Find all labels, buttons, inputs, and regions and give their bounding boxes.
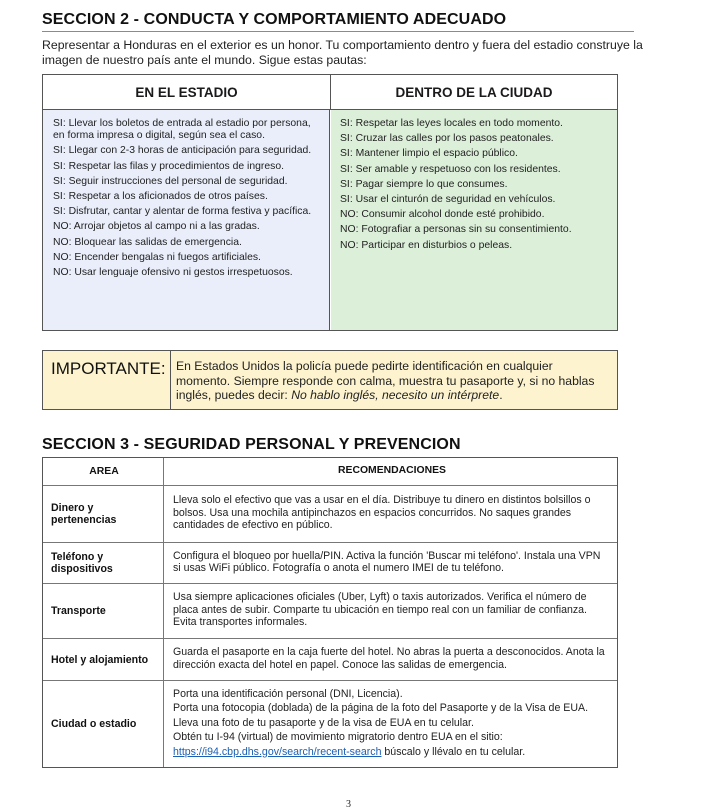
stadium-item: NO: Arrojar objetos al campo ni a las gradas. [53, 221, 260, 233]
important-callout [42, 350, 618, 410]
city-header: DENTRO DE LA CIUDAD [331, 75, 617, 110]
section-2-intro: Representar a Honduras en el exterior es un honor. Tu comportamiento dentro y fuera del estadio construye la imagen de nuestro país ante el mundo. Sigue estas pautas: [42, 38, 643, 67]
conduct-table [42, 74, 618, 331]
i94-link-suffix: búscalo y llévalo en tu celular. [381, 745, 526, 758]
important-body-text: En Estados Unidos la policía puede pedirte identificación en cualquier momento. Siempre responde con calma, muestra tu pasaporte y, si no hablas inglés, puedes decir: [176, 359, 595, 403]
recommendation-cell [164, 584, 617, 638]
title-underline [42, 31, 634, 32]
city-item: SI: Usar el cinturón de seguridad en vehículos. [340, 194, 556, 206]
stadium-item: SI: Llegar con 2-3 horas de anticipación para seguridad. [53, 145, 312, 157]
section-2-title: SECCION 2 - CONDUCTA Y COMPORTAMIENTO ADECUADO [42, 11, 507, 28]
stadium-item: NO: Encender bengalas ni fuegos artificiales. [53, 251, 261, 263]
important-phrase: No hablo inglés, necesito un intérprete [291, 388, 500, 403]
stadium-item: NO: Usar lenguaje ofensivo ni gestos irrespetuosos. [53, 267, 293, 279]
recommendation-cell [164, 681, 617, 767]
table-row [43, 680, 617, 767]
city-item: NO: Fotografiar a personas sin su consentimiento. [340, 224, 572, 236]
recommendation-text: Configura el bloqueo por huella/PIN. Activa la función 'Buscar mi teléfono'. Instala una VPN si usas WiFi público. Fotografía o anota el numero IMEI de tu teléfono. [173, 549, 601, 574]
city-item: SI: Mantener limpio el espacio público. [340, 148, 518, 160]
stadium-item: NO: Bloquear las salidas de emergencia. [53, 236, 242, 248]
recommendation-text: Lleva una foto de tu pasaporte y de la visa de EUA en tu celular. [173, 716, 474, 729]
city-item: SI: Pagar siempre lo que consumes. [340, 178, 508, 190]
city-item: SI: Cruzar las calles por los pasos peatonales. [340, 133, 554, 145]
important-end: . [499, 388, 503, 403]
city-item: NO: Consumir alcohol donde esté prohibido. [340, 209, 545, 221]
table-row [43, 638, 617, 680]
important-label: IMPORTANTE: [43, 351, 171, 409]
area-cell: Transporte [43, 584, 164, 638]
stadium-item: SI: Respetar las filas y procedimientos de ingreso. [53, 160, 285, 172]
recommendation-text: Lleva solo el efectivo que vas a usar en el día. Distribuye tu dinero en distintos bolsillos o bolsos. Usa una mochila antipinchazos en espacios concurridos. No saques grandes cantidades de efectivo en público. [173, 494, 591, 532]
table-header-row [43, 458, 617, 485]
page-number: 3 [346, 799, 351, 810]
table-row [43, 583, 617, 638]
city-item: NO: Participar en disturbios o peleas. [340, 239, 513, 251]
city-list [331, 110, 617, 330]
recommendation-text: Porta una fotocopia (doblada) de la página de la foto del Pasaporte y de la Visa de EUA. [173, 702, 589, 715]
security-table [42, 457, 618, 768]
area-column-header: AREA [43, 458, 164, 485]
area-cell: Hotel y alojamiento [43, 639, 164, 680]
recommendation-cell [164, 543, 617, 583]
i94-line [173, 746, 611, 758]
table-row [43, 542, 617, 583]
stadium-item: SI: Disfrutar, cantar y alentar de forma festiva y pacífica. [53, 206, 312, 218]
recommendation-text: Guarda el pasaporte en la caja fuerte del hotel. No abras la puerta a desconocidos. Anota la dirección exacta del hotel en papel. Conoce las salidas de emergencia. [173, 646, 605, 671]
table-row [43, 485, 617, 542]
stadium-list [43, 110, 330, 330]
recommendation-text: Obtén tu I-94 (virtual) de movimiento migratorio dentro EUA en el sitio: [173, 731, 503, 744]
stadium-item: SI: Respetar a los aficionados de otros países. [53, 191, 268, 203]
city-item: SI: Respetar las leyes locales en todo momento. [340, 118, 563, 129]
recommendations-column-header: RECOMENDACIONES [338, 465, 446, 477]
i94-link[interactable]: https://i94.cbp.dhs.gov/search/recent-search [173, 745, 382, 758]
area-cell: Ciudad o estadio [43, 681, 164, 767]
stadium-header: EN EL ESTADIO [43, 75, 331, 110]
area-cell: Dinero y pertenencias [43, 486, 164, 542]
area-cell: Teléfono y dispositivos [43, 543, 164, 583]
recommendation-cell [164, 486, 617, 542]
city-item: SI: Ser amable y respetuoso con los residentes. [340, 163, 561, 175]
stadium-item: SI: Llevar los boletos de entrada al estadio por persona, en forma impresa o digital, según sea el caso. [53, 118, 311, 142]
important-text [176, 359, 606, 403]
section-3-title: SECCION 3 - SEGURIDAD PERSONAL Y PREVENCION [42, 436, 461, 453]
recommendation-cell [164, 639, 617, 680]
recommendation-text: Porta una identificación personal (DNI, Licencia). [173, 687, 403, 700]
recommendation-text: Usa siempre aplicaciones oficiales (Uber, Lyft) o taxis autorizados. Verifica el número de placa antes de subir. Comparte tu ubicación en tiempo real con un familiar de confianza. Evita transportes informales. [173, 591, 587, 629]
stadium-item: SI: Seguir instrucciones del personal de seguridad. [53, 175, 288, 187]
